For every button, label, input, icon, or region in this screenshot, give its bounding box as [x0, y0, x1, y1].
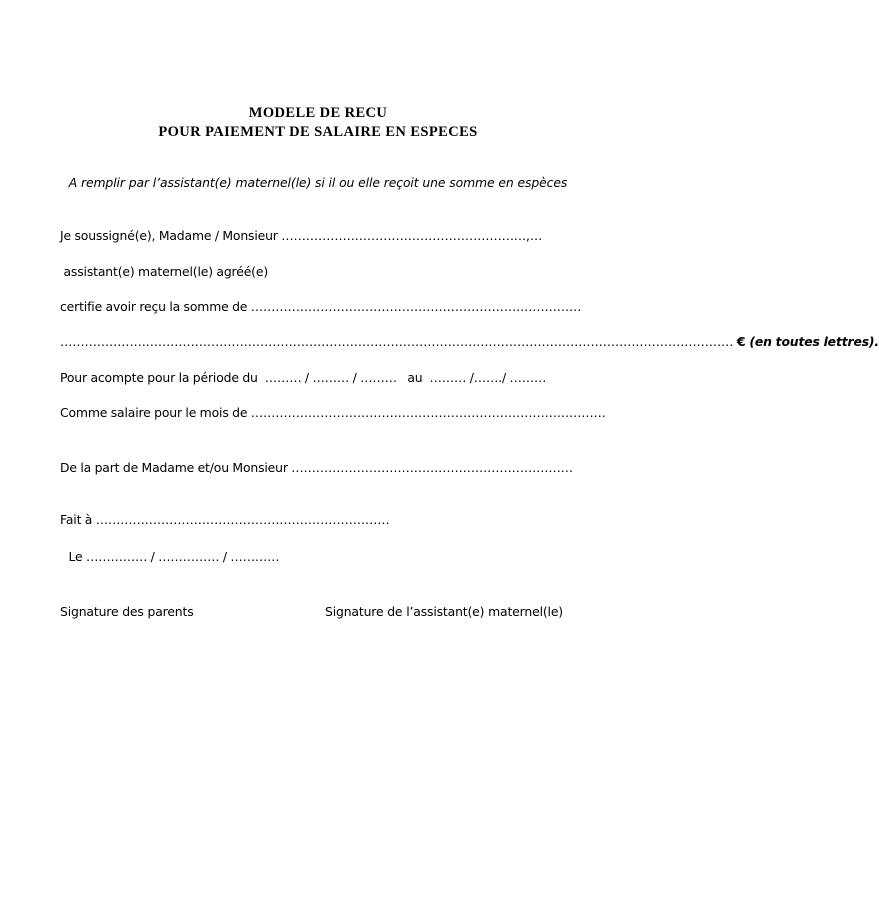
line-assistant-status: assistant(e) maternel(le) agréé(e) — [60, 264, 269, 279]
document-subtitle: A remplir par l’assistant(e) maternel(le) si il ou elle reçoit une somme en espèces — [68, 175, 568, 190]
euro-symbol: € — [736, 335, 746, 350]
title-line-1: MODELE DE RECU — [248, 105, 388, 121]
line-date: Le …………… / …………… / ………… — [65, 549, 280, 564]
signature-parents-label: Signature des parents — [60, 604, 194, 619]
line-amount-received: certifie avoir reçu la somme de ……………………………………………………………………… — [60, 299, 582, 314]
line-amount-in-words — [60, 334, 879, 351]
amount-words-note: (en toutes lettres). — [745, 334, 879, 349]
document-title — [0, 104, 636, 142]
line-place: Fait à ……………………………………………………………… — [60, 512, 390, 527]
line-period: Pour acompte pour la période du ……… / ……… / ……… au ……… /……./ ……… — [60, 370, 547, 385]
signature-row — [0, 604, 636, 624]
line-undersigned: Je soussigné(e), Madame / Monsieur ……………………………………………………,… — [60, 228, 543, 243]
line-payer: De la part de Madame et/ou Monsieur …………………………………………………………… — [60, 460, 573, 475]
title-line-2: POUR PAIEMENT DE SALAIRE EN ESPECES — [158, 124, 478, 140]
signature-assistant-label: Signature de l’assistant(e) maternel(le) — [325, 604, 563, 619]
amount-leader-dots: ………………………………………………………………………………………………………………………………………………… — [60, 334, 737, 349]
line-salary-month: Comme salaire pour le mois de …………………………………………………………………………… — [60, 405, 606, 420]
